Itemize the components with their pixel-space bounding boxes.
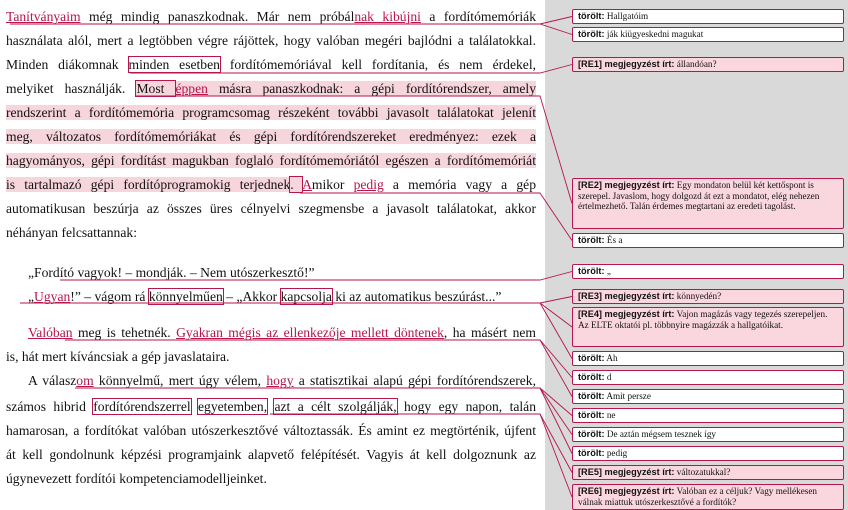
text-run: – „Akkor — [222, 289, 281, 304]
commented-text[interactable]: hagyományos, gépi fordítást magukban foglaló fordítómemóriától egészen a fordítómemóriát — [6, 153, 536, 168]
balloon-text: ják kiügyeskedni magukat — [604, 29, 704, 39]
text-line[interactable] — [6, 152, 536, 170]
text-line[interactable] — [6, 398, 536, 416]
text-run: számos hibrid — [6, 399, 94, 414]
text-line[interactable] — [28, 372, 536, 390]
balloon-text: Ah — [604, 353, 618, 363]
balloon-label: [RE6] megjegyzést írt: — [578, 486, 675, 496]
text-run: A válasz — [28, 373, 77, 388]
deletion-balloon[interactable] — [572, 264, 844, 279]
deletion-balloon[interactable] — [572, 351, 844, 366]
text-line[interactable] — [6, 8, 536, 26]
deletion-balloon[interactable] — [572, 389, 844, 404]
text-line[interactable] — [6, 104, 536, 122]
text-line[interactable] — [6, 446, 536, 464]
balloon-text: pedig — [604, 448, 628, 458]
text-run: át kell gondolnunk képzési programjaink alapvető felépítését. Vagyis át kell dolgoznunk az — [6, 447, 536, 462]
balloon-label: [RE1] megjegyzést írt: — [578, 59, 675, 69]
comment-balloon[interactable] — [572, 484, 844, 510]
tracked-change[interactable]: hogy — [266, 373, 294, 388]
text-run: hamarosan, a fordítókat valóban utószerkesztővé változtassák. És amint ez megtörténik, újfent — [6, 423, 536, 438]
text-run: a statisztikai alapú gépi fordítórendszerek, — [293, 373, 536, 388]
text-run: fordítómemóriával kell fordítania, és nem érdekel, — [219, 57, 536, 72]
deletion-balloon[interactable] — [572, 408, 844, 423]
commented-text[interactable]: azt a célt szolgálják, — [274, 399, 397, 414]
balloon-text: állandóan? — [674, 59, 717, 69]
balloon-label: [RE5] megjegyzést írt: — [578, 467, 675, 477]
text-run: a memória vagy a gép — [383, 177, 537, 192]
balloon-label: [RE2] megjegyzést írt: — [578, 180, 675, 190]
balloon-text: Valóban ez a céljuk? Vagy mellékesen válnak miattuk utószerkesztővé a fordítók? — [578, 486, 818, 507]
balloon-text: Hallgatóim — [604, 11, 649, 21]
text-run — [191, 399, 198, 414]
balloon-label: törölt: — [578, 372, 605, 382]
balloon-text: d — [604, 372, 612, 382]
commented-text[interactable]: . — [290, 177, 303, 192]
text-run: mikor — [311, 177, 354, 192]
commented-text[interactable]: kapcsolja — [280, 289, 332, 304]
balloon-label: törölt: — [578, 391, 605, 401]
text-run: hogy egy napon, talán — [396, 399, 536, 414]
tracked-change[interactable]: nak kibújni — [354, 9, 421, 24]
text-run: „Fordító vagyok! – mondják. – Nem utószerkesztő!” — [28, 265, 315, 280]
deletion-balloon[interactable] — [572, 27, 844, 42]
text-run: a fordítómemóriák — [420, 9, 536, 24]
text-line[interactable] — [6, 470, 536, 488]
balloon-label: törölt: — [578, 410, 605, 420]
commented-text[interactable]: egyetemben, — [198, 399, 268, 414]
commented-text[interactable]: fordítórendszerrel — [93, 399, 191, 414]
balloon-label: törölt: — [578, 266, 605, 276]
deletion-balloon[interactable] — [572, 427, 844, 442]
commented-text[interactable]: is tartalmazó gépi fordítóprogramokig terjednek — [6, 177, 291, 192]
balloon-text: Amit persze — [604, 391, 651, 401]
balloon-label: törölt: — [578, 235, 605, 245]
text-run: könnyelmű, mert úgy vélem, — [93, 373, 267, 388]
balloon-label: törölt: — [578, 29, 605, 39]
tracked-change[interactable]: éppen — [175, 81, 208, 96]
text-line[interactable] — [28, 288, 536, 306]
comment-balloon[interactable] — [572, 289, 844, 304]
balloon-text: „ — [604, 266, 611, 276]
text-line[interactable] — [6, 224, 536, 242]
text-run: használata alól, mert a legtöbben végre rájöttek, hogy valóban megéri bajlódni a találatokkal. — [6, 33, 536, 48]
text-line[interactable] — [28, 264, 536, 282]
balloon-label: törölt: — [578, 448, 605, 458]
tracked-change[interactable]: Valóban — [28, 325, 73, 340]
commented-text[interactable]: minden esetben — [128, 57, 220, 72]
text-run: „ — [28, 289, 35, 304]
text-line[interactable] — [6, 56, 536, 74]
text-line[interactable] — [6, 422, 536, 440]
balloon-text: könnyedén? — [674, 291, 722, 301]
balloon-label: törölt: — [578, 429, 605, 439]
text-run: Minden diákomnak — [6, 57, 129, 72]
deletion-balloon[interactable] — [572, 370, 844, 385]
deletion-balloon[interactable] — [572, 9, 844, 24]
balloon-text: De aztán mégsem tesznek így — [604, 429, 717, 439]
comment-balloon[interactable] — [572, 57, 844, 72]
balloon-text: Egy mondaton belül két kettőspont is szerepel. Javaslom, hogy dolgozd át ezt a mondatot, elég nehezen értelmezhető. Talán érdemes megtartani az eredeti tagolást. — [578, 180, 820, 211]
commented-text[interactable]: másra panaszkodnak: a gépi fordítórendszer, amely — [207, 81, 536, 96]
deletion-balloon[interactable] — [572, 233, 844, 248]
commented-text[interactable]: könnyelműen — [148, 289, 223, 304]
text-line[interactable] — [6, 128, 536, 146]
commented-text[interactable]: meg, változatos fordítómemóriákat és gépi fordítórendszereket eredményez: ezek a — [6, 129, 536, 144]
text-run: !” – vágom rá — [70, 289, 149, 304]
balloon-label: [RE3] megjegyzést írt: — [578, 291, 675, 301]
balloon-text: ne — [604, 410, 616, 420]
comment-balloon[interactable] — [572, 178, 844, 229]
text-line[interactable] — [6, 176, 536, 194]
text-line[interactable] — [6, 32, 536, 50]
text-run: , ha másért nem — [443, 325, 536, 340]
text-run: ki az automatikus beszúrást...” — [331, 289, 502, 304]
balloon-text: változatukkal? — [674, 467, 731, 477]
text-run: automatikusan beszúrja az összes üres célnyelvi szegmensbe a javasolt találatokat, akkor — [6, 201, 536, 216]
tracked-change[interactable]: pedig — [353, 177, 384, 192]
commented-text[interactable]: Most — [136, 81, 176, 96]
balloon-text: Vajon magázás vagy tegezés szerepeljen. Az ELTE oktatói pl. többnyire magázzák a hallgatóikat. — [578, 309, 828, 330]
tracked-change[interactable]: A — [302, 177, 312, 192]
text-run: meg is tehetnék. — [72, 325, 177, 340]
comment-balloon[interactable] — [572, 465, 844, 480]
text-line[interactable] — [6, 80, 536, 98]
tracked-change[interactable]: Tanítványaim — [6, 9, 81, 24]
text-line[interactable] — [6, 348, 536, 366]
tracked-change[interactable]: Ugyan — [34, 289, 71, 304]
deletion-balloon[interactable] — [572, 446, 844, 461]
text-run: néhányan felcsattannak: — [6, 225, 137, 240]
balloon-label: törölt: — [578, 353, 605, 363]
comment-balloon[interactable] — [572, 307, 844, 347]
balloon-text: És a — [604, 235, 623, 245]
balloon-label: [RE4] megjegyzést írt: — [578, 309, 675, 319]
text-line[interactable] — [6, 200, 536, 218]
text-run: melyiket használják. — [6, 81, 137, 96]
commented-text[interactable]: rendszerint a fordítómemória programcsomag részeként további javasolt találatokat jelenít — [6, 105, 536, 120]
balloon-label: törölt: — [578, 11, 605, 21]
tracked-change[interactable]: Gyakran mégis az ellenkezője mellett döntenek — [176, 325, 444, 340]
text-line[interactable] — [28, 324, 536, 342]
text-run: úgynevezett fordítói kompetenciamodelljeinket. — [6, 471, 267, 486]
text-run: még mindig panaszkodnak. Már nem próbál — [80, 9, 355, 24]
tracked-change[interactable]: om — [76, 373, 94, 388]
text-run: is, hát mert kíváncsiak a gép javaslataira. — [6, 349, 230, 364]
